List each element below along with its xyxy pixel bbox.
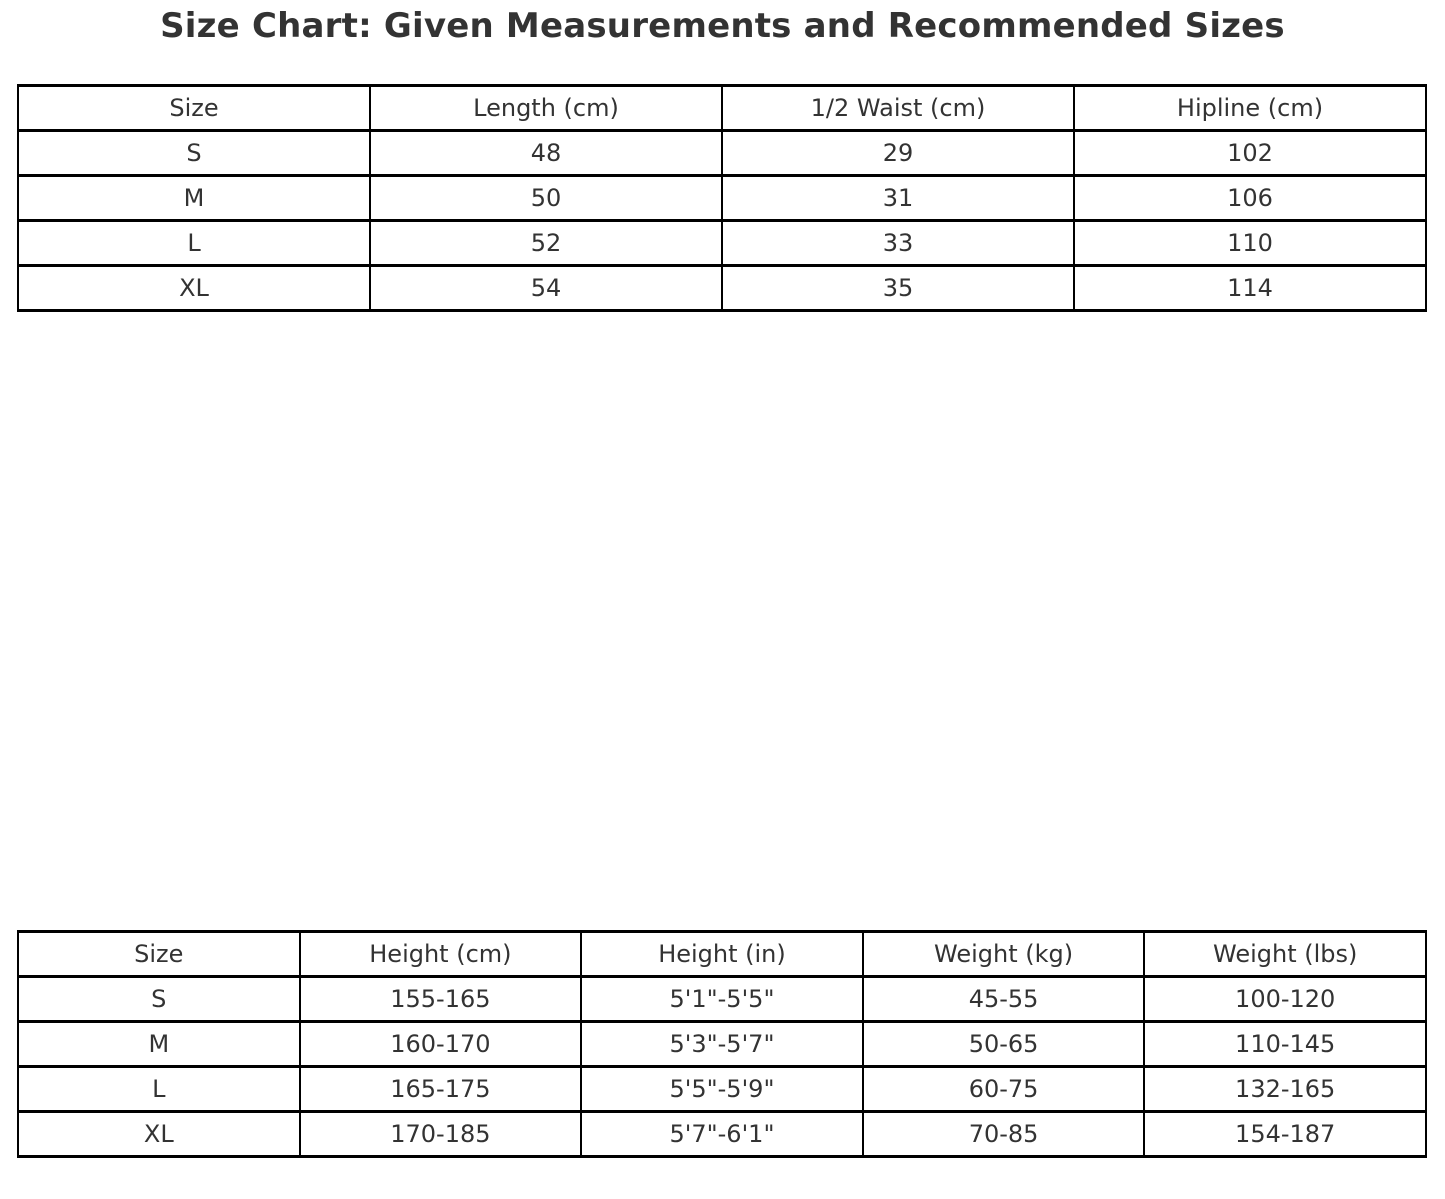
value-cell: 52 (370, 221, 722, 266)
value-cell: 5'5"-5'9" (581, 1067, 863, 1112)
value-cell: 106 (1074, 176, 1426, 221)
column-header: Weight (kg) (863, 932, 1145, 977)
size-cell: M (18, 176, 370, 221)
value-cell: 154-187 (1144, 1112, 1426, 1157)
page-title: Size Chart: Given Measurements and Recommended Sizes (160, 6, 1285, 46)
value-cell: 100-120 (1144, 977, 1426, 1022)
value-cell: 132-165 (1144, 1067, 1426, 1112)
value-cell: 110 (1074, 221, 1426, 266)
value-cell: 50 (370, 176, 722, 221)
column-header: Hipline (cm) (1074, 86, 1426, 131)
value-cell: 54 (370, 266, 722, 311)
value-cell: 33 (722, 221, 1074, 266)
table-row (18, 131, 1426, 176)
value-cell: 102 (1074, 131, 1426, 176)
size-cell: M (18, 1022, 300, 1067)
size-cell: L (18, 221, 370, 266)
table-row (18, 1022, 1426, 1067)
value-cell: 50-65 (863, 1022, 1145, 1067)
value-cell: 35 (722, 266, 1074, 311)
value-cell: 29 (722, 131, 1074, 176)
column-header: Length (cm) (370, 86, 722, 131)
column-header: Size (18, 932, 300, 977)
column-header: Weight (lbs) (1144, 932, 1426, 977)
table-row (18, 1112, 1426, 1157)
header-row (18, 932, 1426, 977)
table-row (18, 221, 1426, 266)
value-cell: 70-85 (863, 1112, 1145, 1157)
value-cell: 45-55 (863, 977, 1145, 1022)
size-cell: XL (18, 1112, 300, 1157)
size-cell: S (18, 977, 300, 1022)
table-row (18, 977, 1426, 1022)
value-cell: 48 (370, 131, 722, 176)
value-cell: 170-185 (300, 1112, 582, 1157)
size-cell: L (18, 1067, 300, 1112)
value-cell: 155-165 (300, 977, 582, 1022)
value-cell: 60-75 (863, 1067, 1145, 1112)
size-cell: XL (18, 266, 370, 311)
column-header: 1/2 Waist (cm) (722, 86, 1074, 131)
table-row (18, 266, 1426, 311)
column-header: Height (cm) (300, 932, 582, 977)
value-cell: 5'1"-5'5" (581, 977, 863, 1022)
value-cell: 114 (1074, 266, 1426, 311)
recommended-sizes-table (17, 930, 1427, 1158)
header-row (18, 86, 1426, 131)
value-cell: 5'7"-6'1" (581, 1112, 863, 1157)
value-cell: 5'3"-5'7" (581, 1022, 863, 1067)
value-cell: 165-175 (300, 1067, 582, 1112)
column-header: Height (in) (581, 932, 863, 977)
table-row (18, 176, 1426, 221)
value-cell: 31 (722, 176, 1074, 221)
value-cell: 110-145 (1144, 1022, 1426, 1067)
value-cell: 160-170 (300, 1022, 582, 1067)
size-cell: S (18, 131, 370, 176)
table-row (18, 1067, 1426, 1112)
given-measurements-table (17, 84, 1427, 312)
column-header: Size (18, 86, 370, 131)
